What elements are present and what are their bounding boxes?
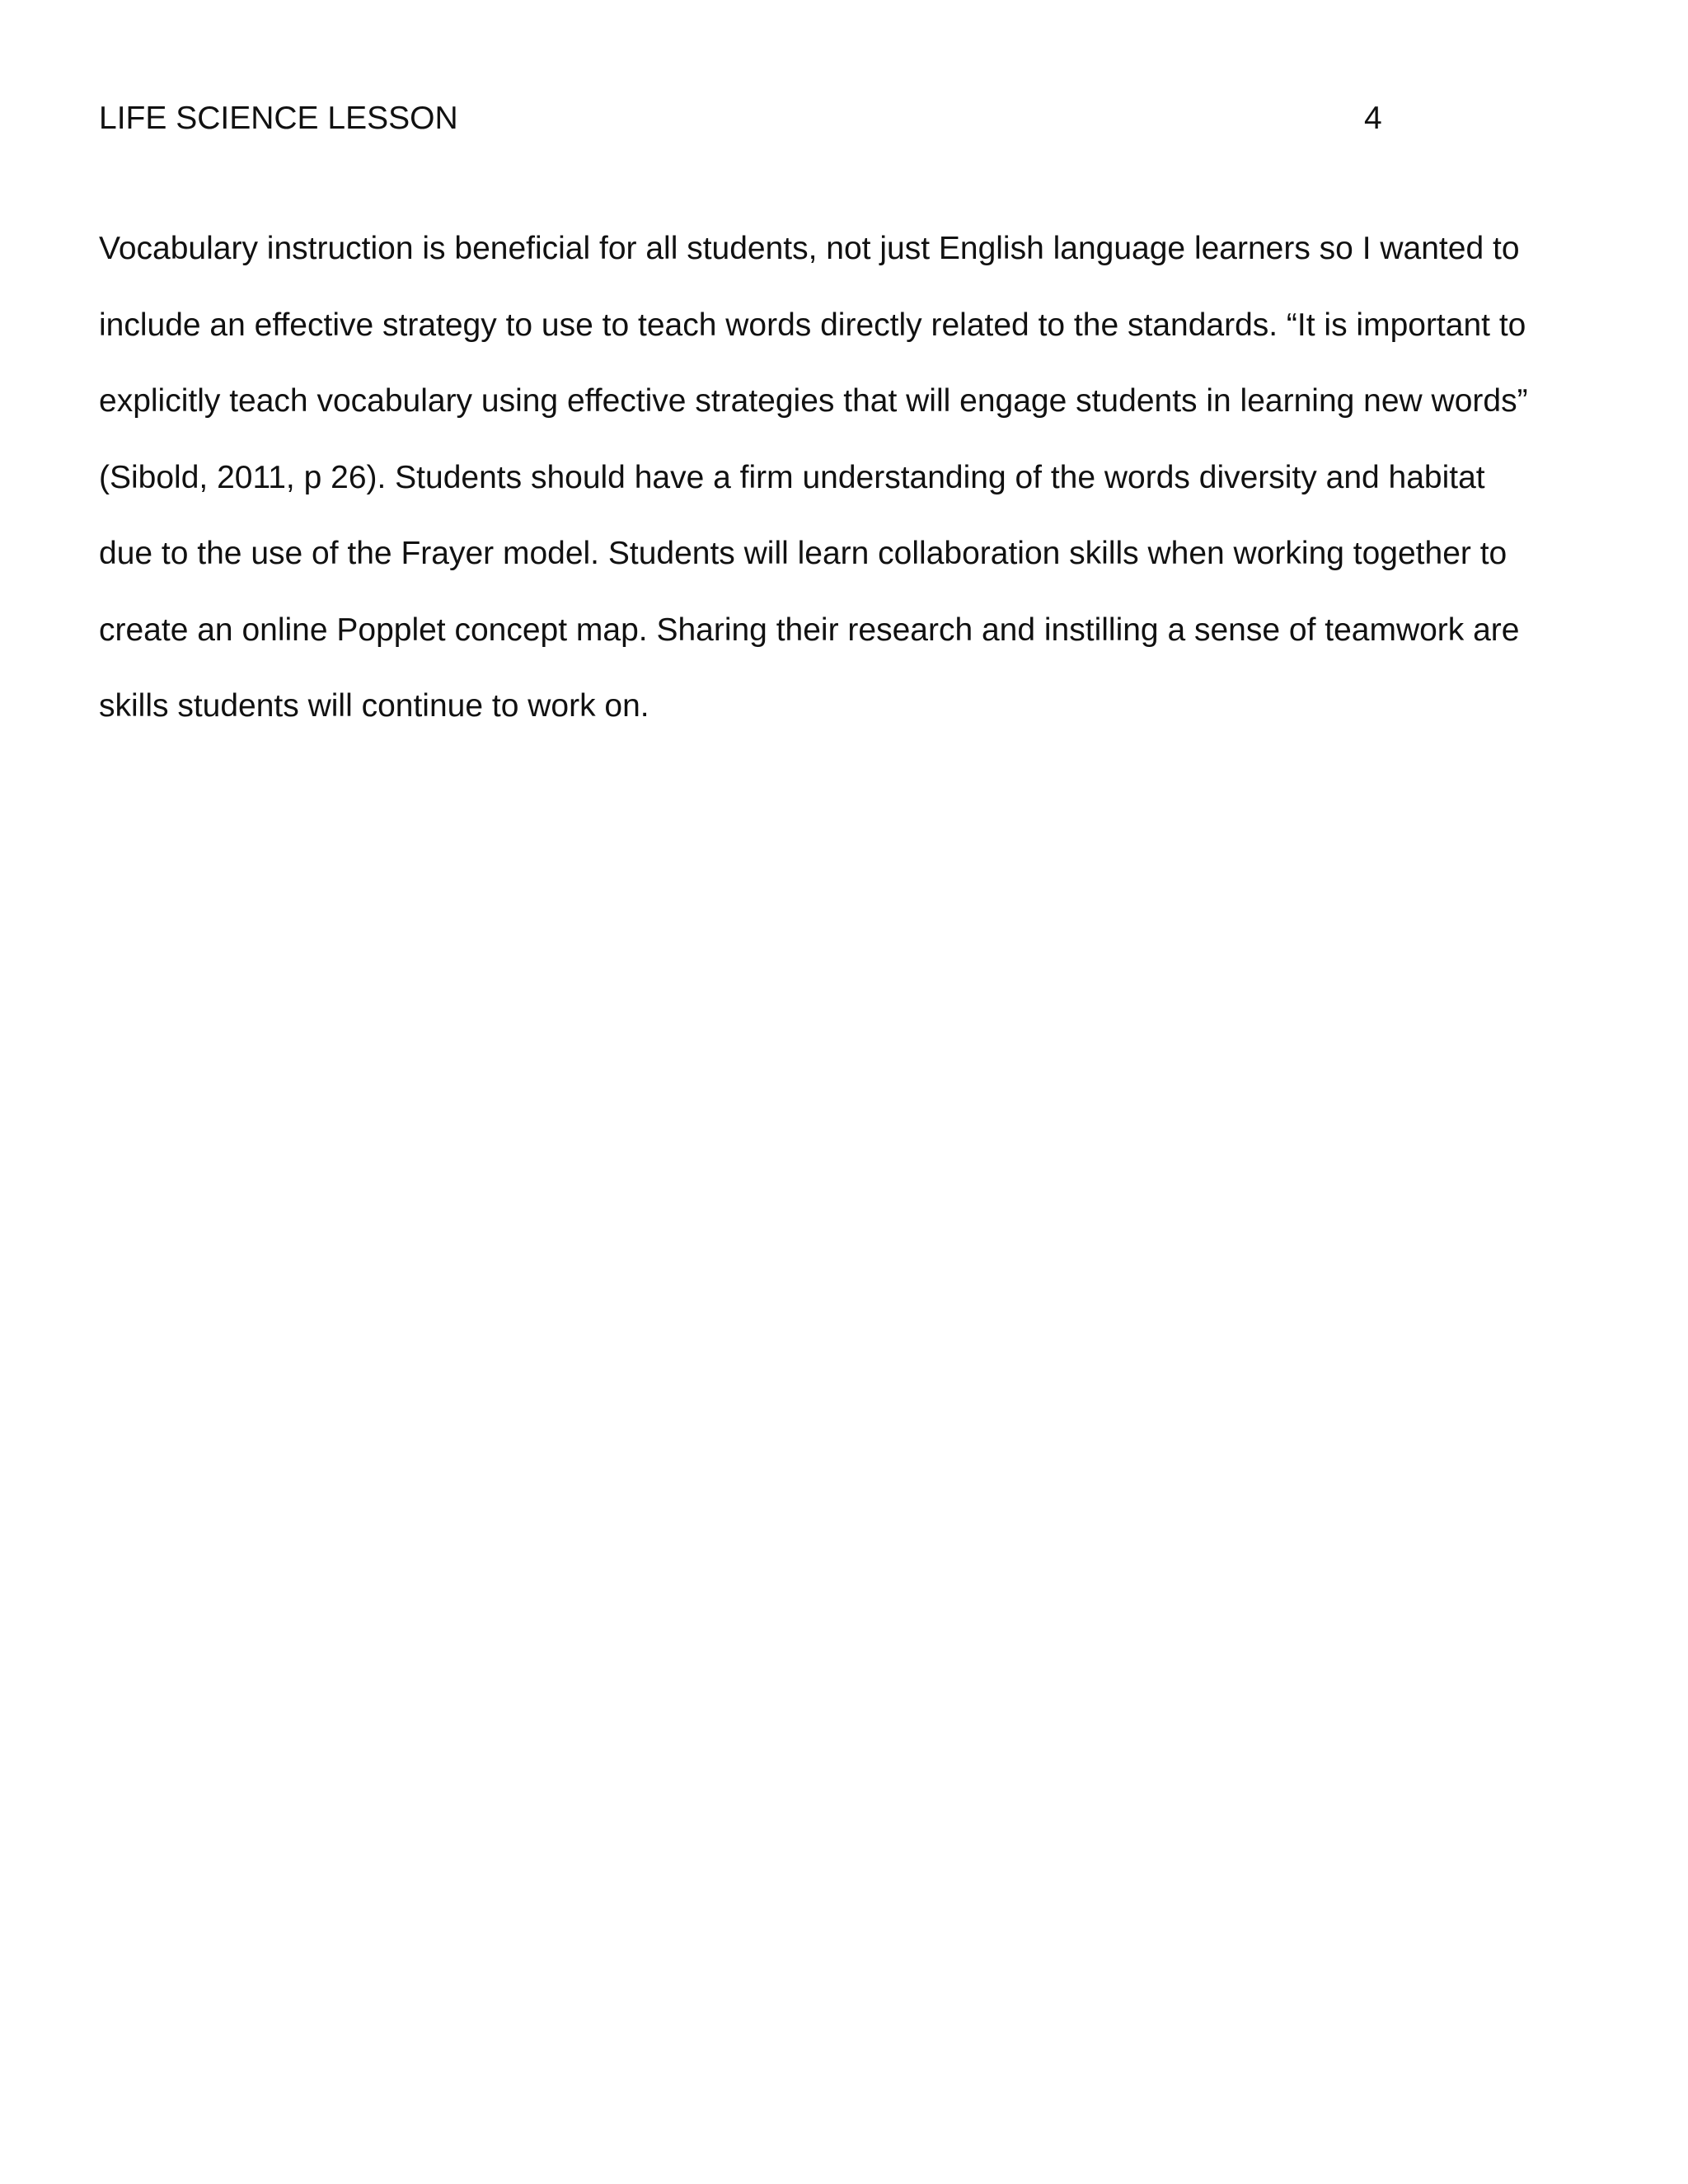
paragraph-line: Vocabulary instruction is beneficial for all students, not just English language learners so I wanted to bbox=[99, 231, 1520, 266]
paragraph-line: due to the use of the Frayer model. Students will learn collaboration skills when working together to bbox=[99, 536, 1507, 571]
paragraph-line: explicitly teach vocabulary using effective strategies that will engage students in learning new words” bbox=[99, 383, 1528, 419]
body-paragraph bbox=[99, 211, 1582, 745]
page-number: 4 bbox=[1364, 101, 1382, 136]
paragraph-line: (Sibold, 2011, p 26). Students should have a firm understanding of the words diversity and habitat bbox=[99, 459, 1485, 495]
paragraph-line: skills students will continue to work on. bbox=[99, 688, 649, 724]
paragraph-line: include an effective strategy to use to teach words directly related to the standards. “It is important to bbox=[99, 307, 1526, 343]
running-head: LIFE SCIENCE LESSON bbox=[99, 101, 458, 136]
paragraph-line: create an online Popplet concept map. Sharing their research and instilling a sense of teamwork are bbox=[99, 612, 1520, 648]
